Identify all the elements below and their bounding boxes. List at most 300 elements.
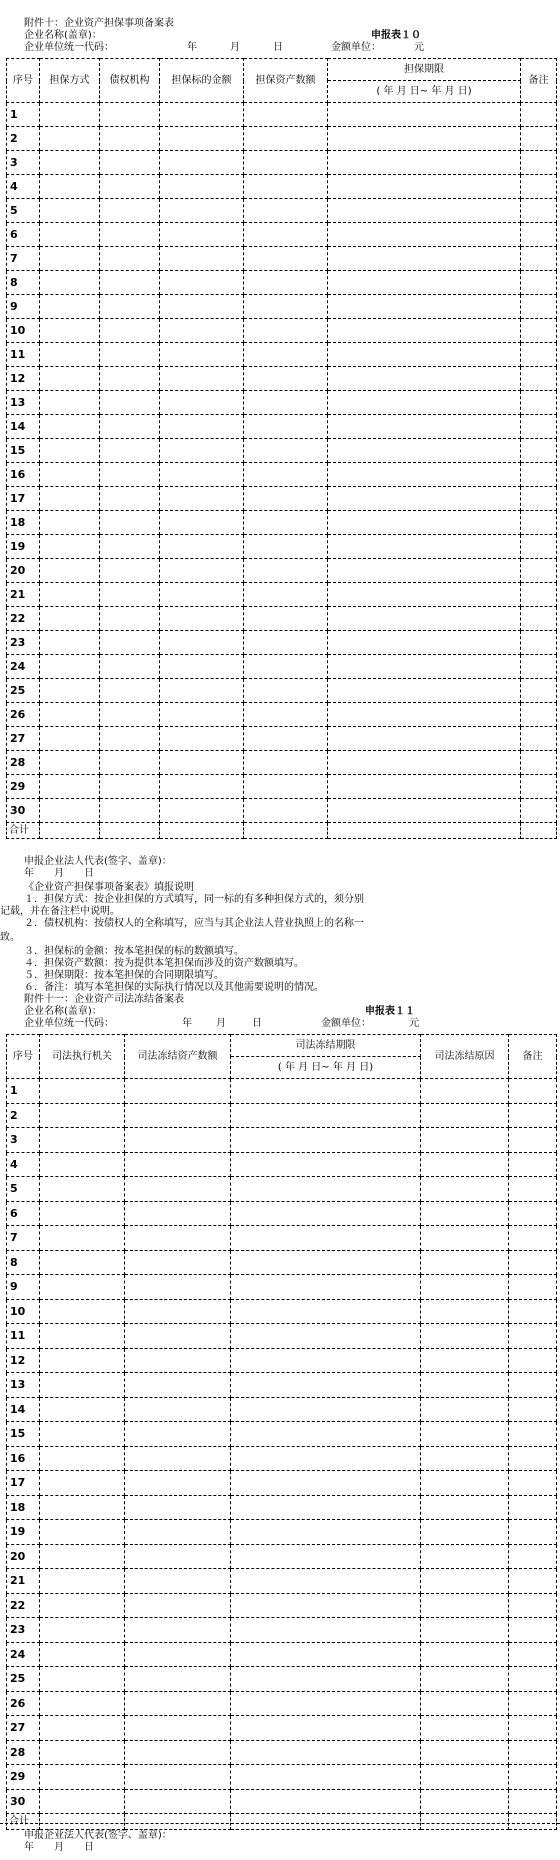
input-cell[interactable] (521, 151, 557, 175)
input-cell[interactable] (509, 1618, 557, 1643)
input-cell[interactable] (521, 559, 557, 583)
input-cell[interactable] (231, 1667, 421, 1692)
input-cell[interactable] (40, 1495, 125, 1520)
input-cell[interactable] (125, 1569, 231, 1594)
input-cell[interactable] (160, 247, 244, 271)
input-cell[interactable] (421, 1716, 509, 1741)
input-cell[interactable] (40, 727, 100, 751)
input-cell[interactable] (521, 343, 557, 367)
input-cell[interactable] (231, 1250, 421, 1275)
input-cell[interactable] (40, 631, 100, 655)
input-cell[interactable] (521, 679, 557, 703)
input-cell[interactable] (521, 631, 557, 655)
input-cell[interactable] (521, 535, 557, 559)
input-cell[interactable] (100, 391, 160, 415)
input-cell[interactable] (328, 175, 521, 199)
input-cell[interactable] (244, 295, 328, 319)
input-cell[interactable] (244, 655, 328, 679)
input-cell[interactable] (421, 1789, 509, 1814)
input-cell[interactable] (244, 631, 328, 655)
input-cell[interactable] (521, 271, 557, 295)
input-cell[interactable] (160, 439, 244, 463)
input-cell[interactable] (509, 1667, 557, 1692)
input-cell[interactable] (231, 1226, 421, 1251)
input-cell[interactable] (125, 1618, 231, 1643)
input-cell[interactable] (100, 751, 160, 775)
input-cell[interactable] (40, 1299, 125, 1324)
input-cell[interactable] (125, 1275, 231, 1300)
input-cell[interactable] (100, 679, 160, 703)
input-cell[interactable] (509, 1128, 557, 1153)
input-cell[interactable] (160, 223, 244, 247)
input-cell[interactable] (100, 535, 160, 559)
input-cell[interactable] (125, 1128, 231, 1153)
input-cell[interactable] (509, 1397, 557, 1422)
input-cell[interactable] (40, 1324, 125, 1349)
total-cell[interactable] (160, 823, 244, 839)
input-cell[interactable] (509, 1275, 557, 1300)
input-cell[interactable] (231, 1618, 421, 1643)
input-cell[interactable] (328, 151, 521, 175)
total-cell[interactable] (40, 1814, 125, 1830)
input-cell[interactable] (125, 1495, 231, 1520)
input-cell[interactable] (244, 511, 328, 535)
input-cell[interactable] (160, 415, 244, 439)
input-cell[interactable] (231, 1373, 421, 1398)
input-cell[interactable] (244, 775, 328, 799)
input-cell[interactable] (521, 607, 557, 631)
input-cell[interactable] (421, 1544, 509, 1569)
input-cell[interactable] (125, 1226, 231, 1251)
input-cell[interactable] (40, 1128, 125, 1153)
total-cell[interactable] (100, 823, 160, 839)
input-cell[interactable] (100, 511, 160, 535)
input-cell[interactable] (40, 391, 100, 415)
input-cell[interactable] (421, 1471, 509, 1496)
input-cell[interactable] (231, 1642, 421, 1667)
input-cell[interactable] (244, 703, 328, 727)
input-cell[interactable] (160, 799, 244, 823)
input-cell[interactable] (40, 1716, 125, 1741)
input-cell[interactable] (160, 391, 244, 415)
input-cell[interactable] (521, 703, 557, 727)
input-cell[interactable] (40, 1103, 125, 1128)
input-cell[interactable] (40, 439, 100, 463)
input-cell[interactable] (328, 679, 521, 703)
input-cell[interactable] (40, 799, 100, 823)
input-cell[interactable] (100, 727, 160, 751)
input-cell[interactable] (231, 1103, 421, 1128)
input-cell[interactable] (521, 463, 557, 487)
input-cell[interactable] (40, 1177, 125, 1202)
input-cell[interactable] (100, 271, 160, 295)
input-cell[interactable] (160, 511, 244, 535)
input-cell[interactable] (509, 1471, 557, 1496)
input-cell[interactable] (231, 1691, 421, 1716)
input-cell[interactable] (328, 703, 521, 727)
total-cell[interactable] (521, 823, 557, 839)
input-cell[interactable] (231, 1446, 421, 1471)
input-cell[interactable] (421, 1740, 509, 1765)
input-cell[interactable] (509, 1520, 557, 1545)
input-cell[interactable] (421, 1299, 509, 1324)
input-cell[interactable] (125, 1544, 231, 1569)
input-cell[interactable] (160, 319, 244, 343)
input-cell[interactable] (125, 1250, 231, 1275)
input-cell[interactable] (125, 1422, 231, 1447)
input-cell[interactable] (231, 1544, 421, 1569)
input-cell[interactable] (40, 655, 100, 679)
input-cell[interactable] (100, 703, 160, 727)
input-cell[interactable] (125, 1520, 231, 1545)
input-cell[interactable] (125, 1152, 231, 1177)
input-cell[interactable] (509, 1152, 557, 1177)
input-cell[interactable] (328, 655, 521, 679)
input-cell[interactable] (160, 103, 244, 127)
input-cell[interactable] (40, 1422, 125, 1447)
input-cell[interactable] (328, 415, 521, 439)
input-cell[interactable] (244, 391, 328, 415)
input-cell[interactable] (421, 1177, 509, 1202)
input-cell[interactable] (244, 535, 328, 559)
input-cell[interactable] (40, 1079, 125, 1104)
input-cell[interactable] (40, 199, 100, 223)
input-cell[interactable] (328, 727, 521, 751)
input-cell[interactable] (421, 1152, 509, 1177)
input-cell[interactable] (160, 751, 244, 775)
input-cell[interactable] (40, 751, 100, 775)
input-cell[interactable] (160, 703, 244, 727)
input-cell[interactable] (40, 1618, 125, 1643)
input-cell[interactable] (421, 1348, 509, 1373)
input-cell[interactable] (328, 511, 521, 535)
input-cell[interactable] (521, 799, 557, 823)
input-cell[interactable] (100, 343, 160, 367)
input-cell[interactable] (421, 1079, 509, 1104)
input-cell[interactable] (40, 775, 100, 799)
input-cell[interactable] (421, 1593, 509, 1618)
input-cell[interactable] (328, 439, 521, 463)
input-cell[interactable] (100, 487, 160, 511)
input-cell[interactable] (509, 1740, 557, 1765)
input-cell[interactable] (328, 631, 521, 655)
input-cell[interactable] (100, 319, 160, 343)
input-cell[interactable] (160, 199, 244, 223)
input-cell[interactable] (40, 415, 100, 439)
input-cell[interactable] (421, 1446, 509, 1471)
input-cell[interactable] (40, 679, 100, 703)
input-cell[interactable] (40, 1373, 125, 1398)
input-cell[interactable] (231, 1079, 421, 1104)
input-cell[interactable] (421, 1691, 509, 1716)
input-cell[interactable] (231, 1765, 421, 1790)
input-cell[interactable] (521, 511, 557, 535)
input-cell[interactable] (509, 1373, 557, 1398)
input-cell[interactable] (244, 799, 328, 823)
input-cell[interactable] (421, 1324, 509, 1349)
input-cell[interactable] (328, 295, 521, 319)
input-cell[interactable] (100, 799, 160, 823)
input-cell[interactable] (244, 727, 328, 751)
input-cell[interactable] (160, 487, 244, 511)
input-cell[interactable] (521, 655, 557, 679)
input-cell[interactable] (231, 1177, 421, 1202)
input-cell[interactable] (40, 343, 100, 367)
input-cell[interactable] (100, 631, 160, 655)
input-cell[interactable] (231, 1397, 421, 1422)
input-cell[interactable] (328, 607, 521, 631)
input-cell[interactable] (40, 1593, 125, 1618)
input-cell[interactable] (40, 1275, 125, 1300)
input-cell[interactable] (244, 271, 328, 295)
input-cell[interactable] (40, 175, 100, 199)
input-cell[interactable] (244, 199, 328, 223)
input-cell[interactable] (40, 151, 100, 175)
input-cell[interactable] (125, 1716, 231, 1741)
input-cell[interactable] (328, 799, 521, 823)
input-cell[interactable] (421, 1128, 509, 1153)
input-cell[interactable] (40, 271, 100, 295)
input-cell[interactable] (509, 1079, 557, 1104)
input-cell[interactable] (160, 679, 244, 703)
input-cell[interactable] (244, 439, 328, 463)
input-cell[interactable] (100, 655, 160, 679)
input-cell[interactable] (231, 1348, 421, 1373)
input-cell[interactable] (40, 583, 100, 607)
input-cell[interactable] (231, 1201, 421, 1226)
input-cell[interactable] (100, 775, 160, 799)
input-cell[interactable] (421, 1422, 509, 1447)
input-cell[interactable] (160, 727, 244, 751)
input-cell[interactable] (521, 199, 557, 223)
input-cell[interactable] (125, 1299, 231, 1324)
input-cell[interactable] (100, 103, 160, 127)
input-cell[interactable] (40, 367, 100, 391)
input-cell[interactable] (328, 775, 521, 799)
total-cell[interactable] (125, 1814, 231, 1830)
input-cell[interactable] (231, 1152, 421, 1177)
input-cell[interactable] (244, 223, 328, 247)
input-cell[interactable] (40, 1765, 125, 1790)
input-cell[interactable] (521, 751, 557, 775)
input-cell[interactable] (244, 247, 328, 271)
input-cell[interactable] (509, 1544, 557, 1569)
input-cell[interactable] (421, 1226, 509, 1251)
input-cell[interactable] (328, 343, 521, 367)
input-cell[interactable] (160, 631, 244, 655)
input-cell[interactable] (40, 607, 100, 631)
input-cell[interactable] (100, 223, 160, 247)
input-cell[interactable] (231, 1299, 421, 1324)
input-cell[interactable] (40, 1397, 125, 1422)
input-cell[interactable] (328, 367, 521, 391)
input-cell[interactable] (125, 1446, 231, 1471)
input-cell[interactable] (40, 463, 100, 487)
input-cell[interactable] (125, 1103, 231, 1128)
input-cell[interactable] (40, 1789, 125, 1814)
input-cell[interactable] (125, 1593, 231, 1618)
input-cell[interactable] (100, 127, 160, 151)
input-cell[interactable] (521, 103, 557, 127)
input-cell[interactable] (421, 1569, 509, 1594)
input-cell[interactable] (509, 1324, 557, 1349)
input-cell[interactable] (509, 1348, 557, 1373)
input-cell[interactable] (328, 127, 521, 151)
input-cell[interactable] (160, 151, 244, 175)
input-cell[interactable] (160, 127, 244, 151)
input-cell[interactable] (231, 1275, 421, 1300)
input-cell[interactable] (521, 775, 557, 799)
input-cell[interactable] (160, 583, 244, 607)
input-cell[interactable] (160, 655, 244, 679)
input-cell[interactable] (40, 1544, 125, 1569)
input-cell[interactable] (244, 175, 328, 199)
input-cell[interactable] (509, 1226, 557, 1251)
input-cell[interactable] (244, 103, 328, 127)
input-cell[interactable] (40, 703, 100, 727)
input-cell[interactable] (100, 295, 160, 319)
input-cell[interactable] (160, 535, 244, 559)
input-cell[interactable] (328, 271, 521, 295)
input-cell[interactable] (421, 1201, 509, 1226)
input-cell[interactable] (100, 247, 160, 271)
input-cell[interactable] (100, 583, 160, 607)
input-cell[interactable] (509, 1299, 557, 1324)
input-cell[interactable] (244, 319, 328, 343)
input-cell[interactable] (244, 463, 328, 487)
input-cell[interactable] (521, 247, 557, 271)
input-cell[interactable] (244, 487, 328, 511)
input-cell[interactable] (231, 1569, 421, 1594)
input-cell[interactable] (40, 487, 100, 511)
input-cell[interactable] (521, 175, 557, 199)
input-cell[interactable] (328, 247, 521, 271)
input-cell[interactable] (40, 319, 100, 343)
input-cell[interactable] (125, 1740, 231, 1765)
input-cell[interactable] (160, 775, 244, 799)
input-cell[interactable] (509, 1593, 557, 1618)
input-cell[interactable] (509, 1495, 557, 1520)
input-cell[interactable] (421, 1103, 509, 1128)
input-cell[interactable] (231, 1495, 421, 1520)
input-cell[interactable] (40, 1226, 125, 1251)
input-cell[interactable] (328, 199, 521, 223)
input-cell[interactable] (421, 1275, 509, 1300)
input-cell[interactable] (40, 127, 100, 151)
input-cell[interactable] (231, 1471, 421, 1496)
input-cell[interactable] (244, 151, 328, 175)
input-cell[interactable] (231, 1128, 421, 1153)
input-cell[interactable] (125, 1348, 231, 1373)
input-cell[interactable] (244, 367, 328, 391)
input-cell[interactable] (125, 1324, 231, 1349)
input-cell[interactable] (100, 559, 160, 583)
input-cell[interactable] (509, 1201, 557, 1226)
total-cell[interactable] (244, 823, 328, 839)
input-cell[interactable] (231, 1740, 421, 1765)
input-cell[interactable] (100, 607, 160, 631)
input-cell[interactable] (40, 1250, 125, 1275)
input-cell[interactable] (328, 223, 521, 247)
input-cell[interactable] (40, 247, 100, 271)
input-cell[interactable] (125, 1789, 231, 1814)
input-cell[interactable] (125, 1471, 231, 1496)
input-cell[interactable] (521, 319, 557, 343)
input-cell[interactable] (160, 607, 244, 631)
total-cell[interactable] (421, 1814, 509, 1830)
total-cell[interactable] (231, 1814, 421, 1830)
input-cell[interactable] (521, 439, 557, 463)
input-cell[interactable] (40, 1201, 125, 1226)
input-cell[interactable] (40, 559, 100, 583)
input-cell[interactable] (521, 727, 557, 751)
input-cell[interactable] (328, 583, 521, 607)
input-cell[interactable] (509, 1691, 557, 1716)
input-cell[interactable] (40, 1642, 125, 1667)
input-cell[interactable] (328, 391, 521, 415)
input-cell[interactable] (160, 559, 244, 583)
input-cell[interactable] (244, 583, 328, 607)
input-cell[interactable] (421, 1765, 509, 1790)
input-cell[interactable] (125, 1177, 231, 1202)
input-cell[interactable] (100, 367, 160, 391)
input-cell[interactable] (521, 367, 557, 391)
input-cell[interactable] (421, 1373, 509, 1398)
input-cell[interactable] (328, 559, 521, 583)
input-cell[interactable] (160, 367, 244, 391)
input-cell[interactable] (100, 151, 160, 175)
input-cell[interactable] (328, 487, 521, 511)
input-cell[interactable] (509, 1789, 557, 1814)
input-cell[interactable] (509, 1250, 557, 1275)
input-cell[interactable] (421, 1250, 509, 1275)
input-cell[interactable] (40, 1691, 125, 1716)
input-cell[interactable] (40, 1667, 125, 1692)
input-cell[interactable] (421, 1397, 509, 1422)
input-cell[interactable] (244, 607, 328, 631)
input-cell[interactable] (100, 175, 160, 199)
input-cell[interactable] (509, 1103, 557, 1128)
input-cell[interactable] (160, 343, 244, 367)
input-cell[interactable] (40, 103, 100, 127)
input-cell[interactable] (125, 1642, 231, 1667)
input-cell[interactable] (160, 271, 244, 295)
input-cell[interactable] (231, 1593, 421, 1618)
input-cell[interactable] (125, 1667, 231, 1692)
input-cell[interactable] (521, 223, 557, 247)
input-cell[interactable] (521, 583, 557, 607)
input-cell[interactable] (40, 1446, 125, 1471)
input-cell[interactable] (244, 343, 328, 367)
input-cell[interactable] (244, 415, 328, 439)
input-cell[interactable] (328, 463, 521, 487)
input-cell[interactable] (100, 439, 160, 463)
input-cell[interactable] (125, 1079, 231, 1104)
input-cell[interactable] (231, 1520, 421, 1545)
input-cell[interactable] (328, 319, 521, 343)
input-cell[interactable] (160, 175, 244, 199)
input-cell[interactable] (40, 223, 100, 247)
input-cell[interactable] (231, 1789, 421, 1814)
input-cell[interactable] (100, 199, 160, 223)
input-cell[interactable] (421, 1667, 509, 1692)
input-cell[interactable] (160, 463, 244, 487)
input-cell[interactable] (231, 1716, 421, 1741)
input-cell[interactable] (509, 1446, 557, 1471)
input-cell[interactable] (125, 1201, 231, 1226)
input-cell[interactable] (160, 295, 244, 319)
input-cell[interactable] (421, 1520, 509, 1545)
